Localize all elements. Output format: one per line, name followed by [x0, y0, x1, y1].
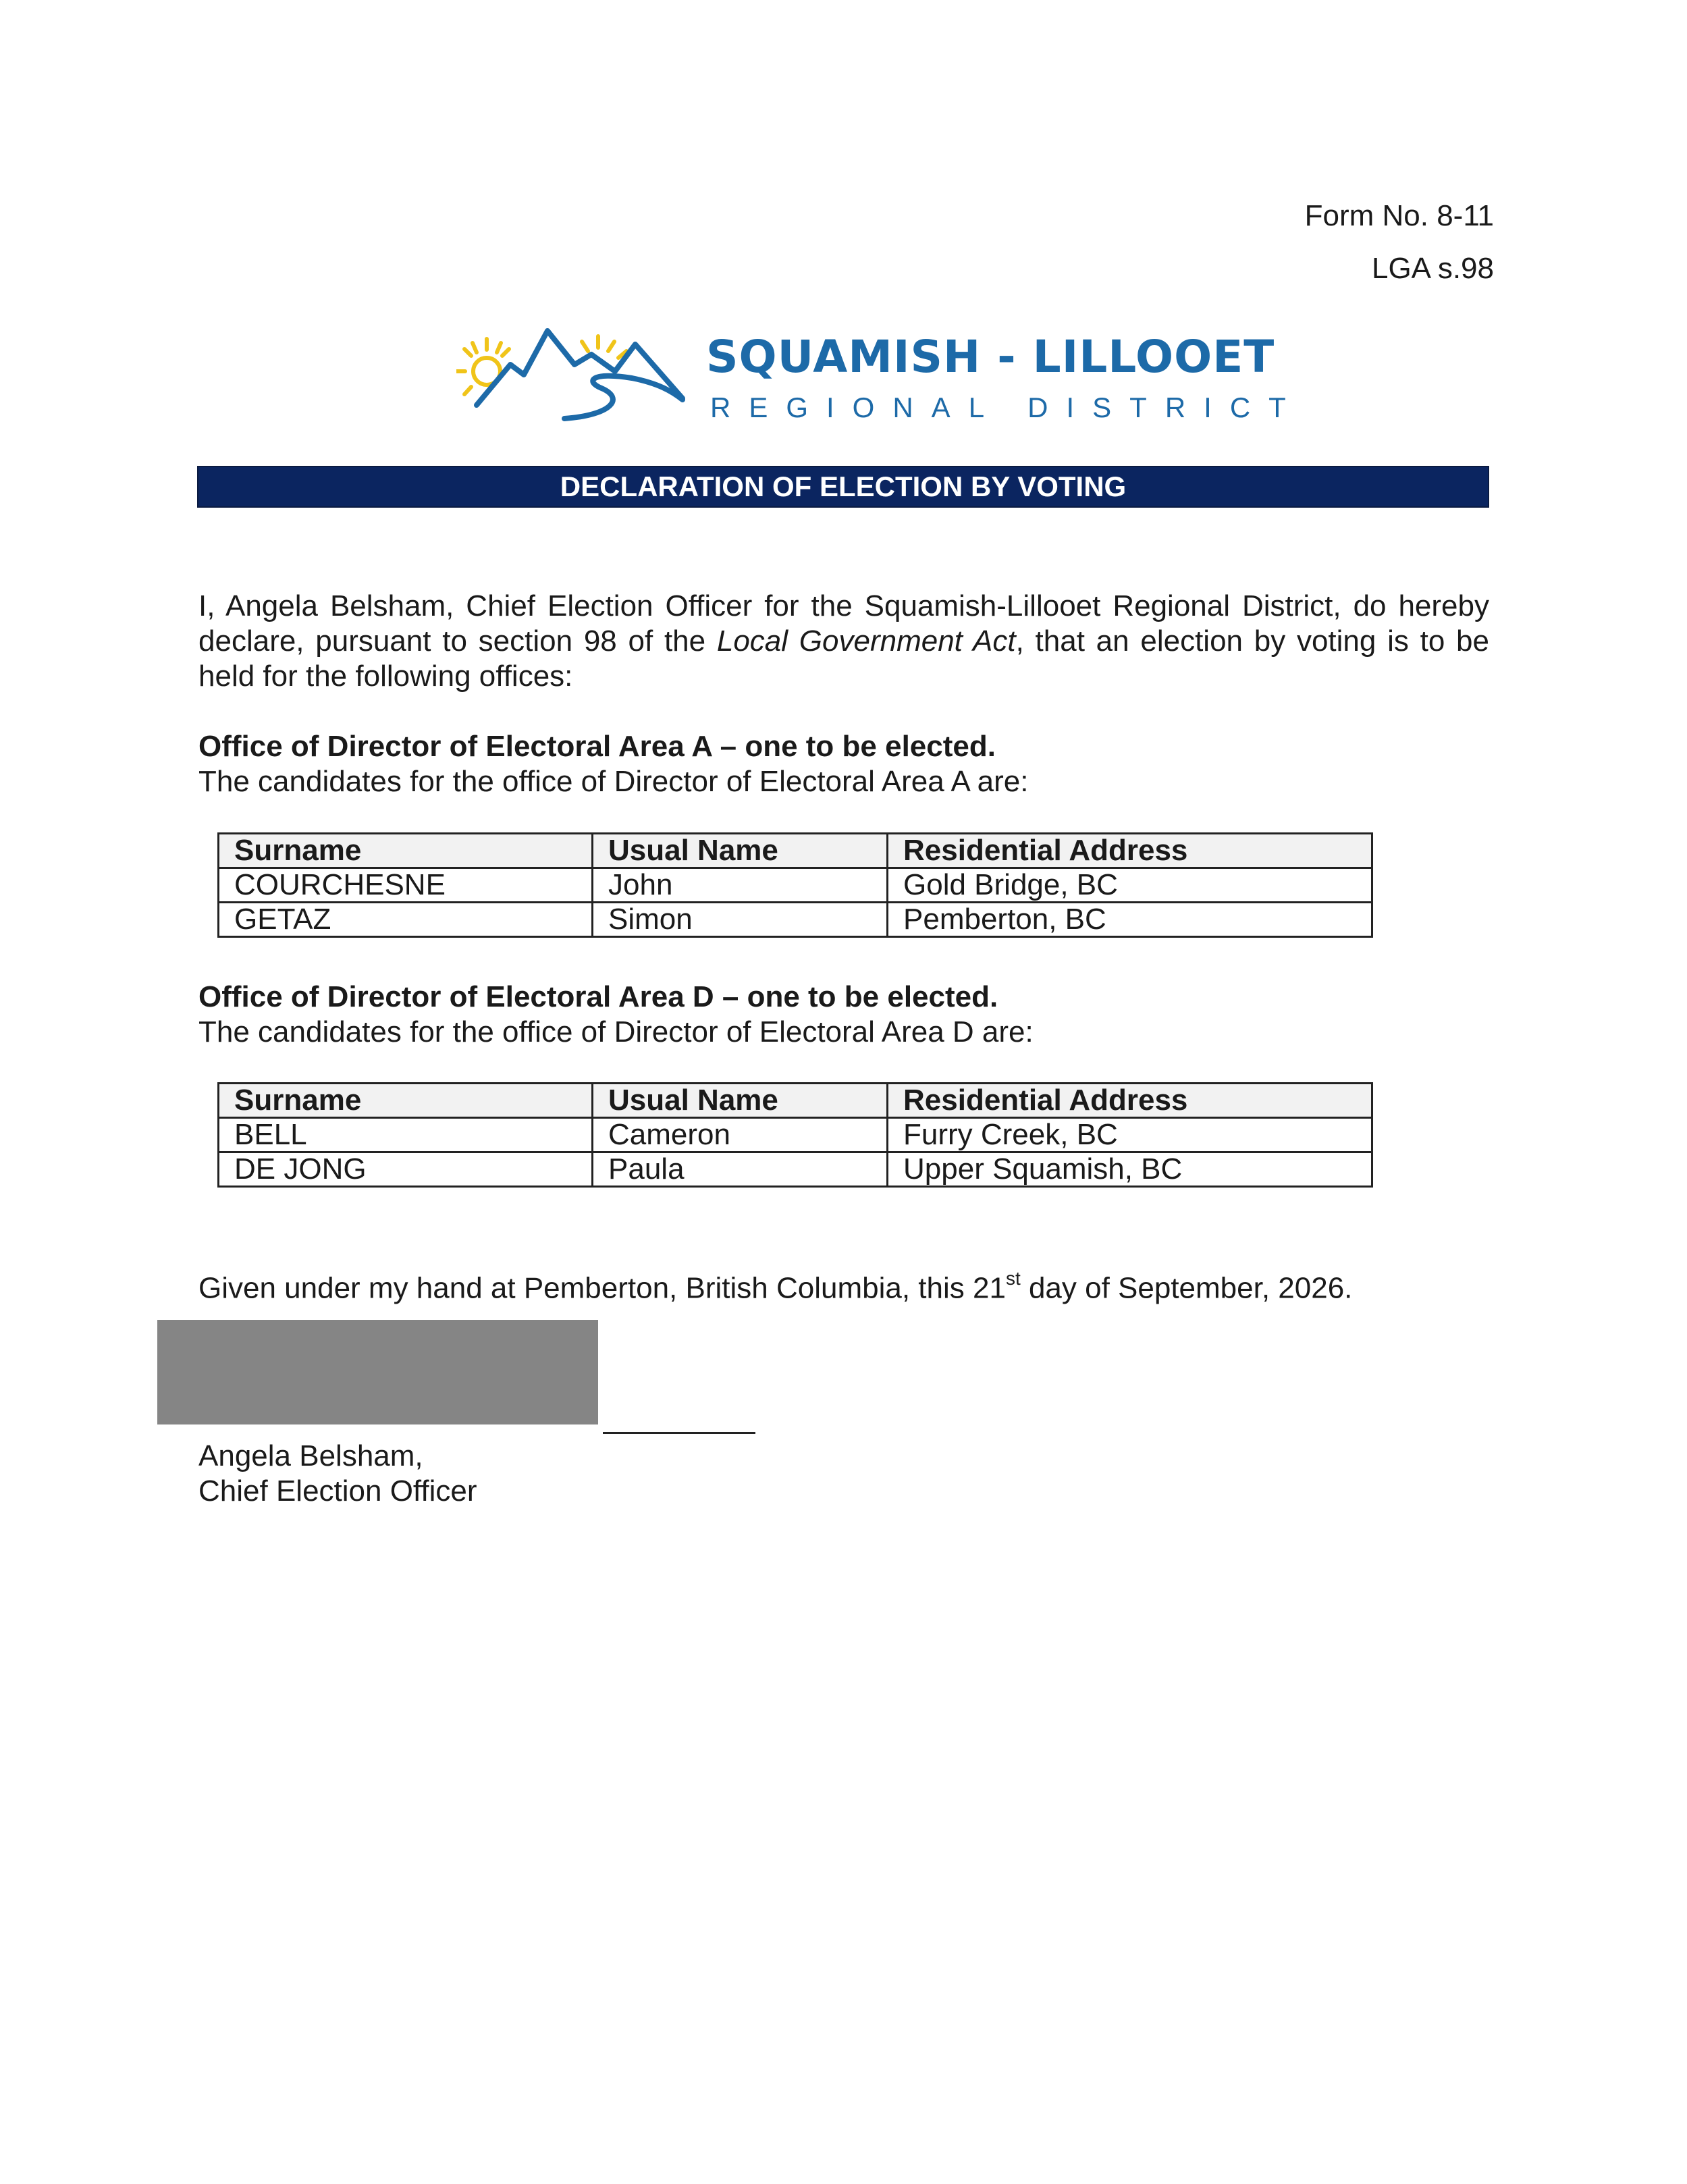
surname-cell: GETAZ — [219, 903, 593, 937]
address-header: Residential Address — [888, 1084, 1372, 1118]
usual-name-cell: Paula — [593, 1152, 888, 1187]
signer-title: Chief Election Officer — [198, 1474, 477, 1508]
office-d-candidates-table — [217, 1082, 1373, 1188]
address-cell: Furry Creek, BC — [888, 1118, 1372, 1152]
table-row — [219, 868, 1372, 903]
usual-name-cell: Cameron — [593, 1118, 888, 1152]
office-a-heading: Office of Director of Electoral Area A – one to be elected. — [198, 730, 996, 763]
act-name: Local Government Act — [716, 624, 1016, 658]
usual-name-header: Usual Name — [593, 834, 888, 868]
document-title-banner — [197, 466, 1489, 508]
given-text: Given under my hand at Pemberton, British Columbia, this 21 — [198, 1271, 1006, 1305]
office-d-heading: Office of Director of Electoral Area D – one to be elected. — [198, 980, 998, 1013]
table-header-row — [219, 1084, 1372, 1118]
intro-text-2: , that an election by voting is to be held for the following offices: — [198, 624, 1490, 693]
table-row — [219, 1152, 1372, 1187]
table-header-row — [219, 834, 1372, 868]
declaration-paragraph — [198, 589, 1489, 694]
logo-title: SQUAMISH - LILLOOET — [706, 331, 1275, 383]
surname-header: Surname — [219, 1084, 593, 1118]
table-row — [219, 903, 1372, 937]
logo-subtitle: REGIONAL DISTRICT — [710, 392, 1304, 423]
ordinal-suffix: st — [1005, 1268, 1021, 1289]
given-text-end: day of September, 2026. — [1020, 1271, 1353, 1305]
intro-text-1: I, Angela Belsham, Chief Election Officer for the Squamish-Lillooet Regional District, do hereby declare, pursuant to section 98 of the — [198, 589, 1489, 658]
office-a-intro: The candidates for the office of Director of Electoral Area A are: — [198, 765, 1029, 798]
usual-name-header: Usual Name — [593, 1084, 888, 1118]
district-logo — [456, 324, 1304, 432]
form-reference: LGA s.98 — [1371, 252, 1494, 285]
address-cell: Gold Bridge, BC — [888, 868, 1372, 903]
surname-cell: DE JONG — [219, 1152, 593, 1187]
office-d-intro: The candidates for the office of Director of Electoral Area D are: — [198, 1015, 1034, 1048]
usual-name-cell: John — [593, 868, 888, 903]
surname-header: Surname — [219, 834, 593, 868]
usual-name-cell: Simon — [593, 903, 888, 937]
document-title: DECLARATION OF ELECTION BY VOTING — [560, 471, 1127, 502]
surname-cell: COURCHESNE — [219, 868, 593, 903]
table-row — [219, 1118, 1372, 1152]
form-number: Form No. 8-11 — [1304, 199, 1494, 232]
address-header: Residential Address — [888, 834, 1372, 868]
signature-line — [603, 1432, 755, 1434]
address-cell: Pemberton, BC — [888, 903, 1372, 937]
signer-name: Angela Belsham, — [198, 1439, 423, 1472]
office-a-candidates-table — [217, 832, 1373, 938]
mountain-sun-logo-icon — [456, 324, 699, 425]
redacted-signature — [157, 1320, 598, 1424]
surname-cell: BELL — [219, 1118, 593, 1152]
given-statement — [198, 1264, 1352, 1306]
address-cell: Upper Squamish, BC — [888, 1152, 1372, 1187]
